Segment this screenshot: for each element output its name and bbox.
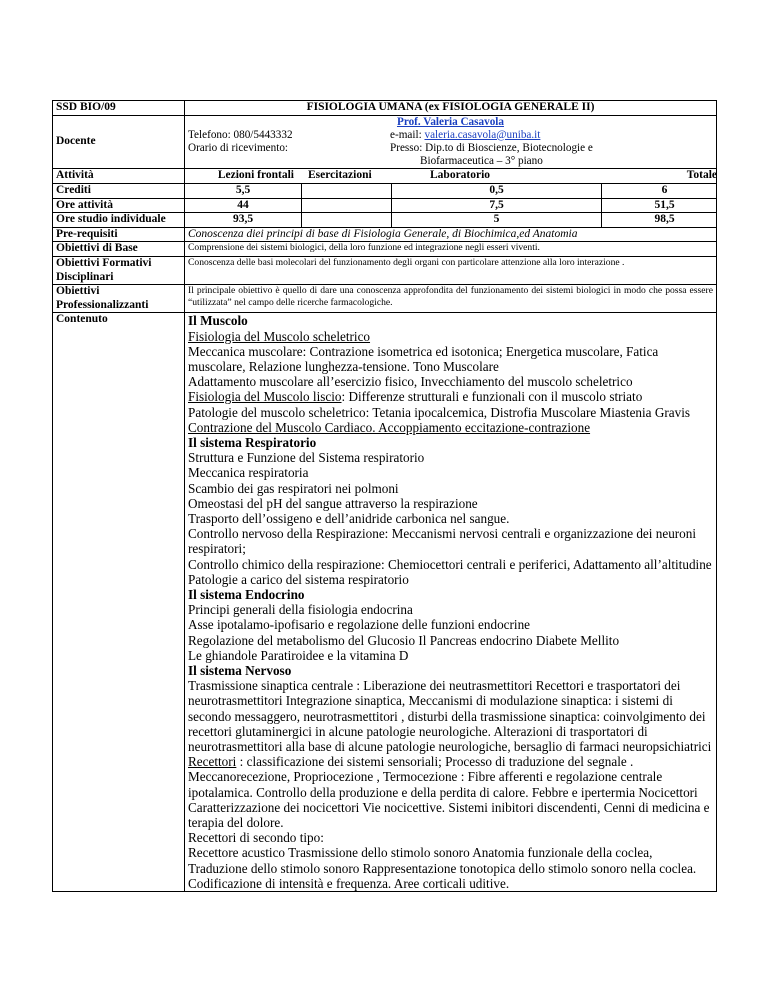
- content-line-text: Meccanica respiratoria: [188, 465, 309, 481]
- col-laboratorio: Laboratorio: [430, 169, 491, 182]
- content-line-text: Fisiologia del Muscolo liscio: [188, 389, 342, 405]
- content-line: [188, 617, 713, 632]
- professor-name-link[interactable]: Prof. Valeria Casavola: [396, 115, 504, 128]
- content-line-text: Meccanica muscolare: Contrazione isometrica ed isotonica; Energetica muscolare, Fatica muscolare, Relazione lunghezza-tensione. Tono Muscolare: [188, 343, 659, 374]
- section-heading: [188, 663, 713, 678]
- content-line-text: Fisiologia del Muscolo scheletrico: [188, 328, 371, 344]
- content-line-text: Il sistema Nervoso: [188, 663, 292, 679]
- address-line2: Biofarmaceutica – 3° piano: [420, 155, 543, 168]
- content-line-rest: : Differenze strutturali e funzionali con il muscolo striato: [341, 389, 643, 405]
- obiettivi-base-label: Obiettivi di Base: [53, 242, 185, 257]
- address-line1: Presso: Dip.to di Bioscienze, Biotecnologie e: [390, 142, 593, 154]
- content-line-text: Asse ipotalamo-ipofisario e regolazione delle funzioni endocrine: [188, 617, 531, 633]
- ore-totale: 51,5: [654, 198, 675, 211]
- obiettivi-base-text: Comprensione dei sistemi biologici, della loro funzione ed integrazione negli esseri viventi.: [185, 242, 717, 257]
- course-title: FISIOLOGIA UMANA (ex FISIOLOGIA GENERALE II): [185, 101, 717, 116]
- content-line-text: Adattamento muscolare all’esercizio fisico, Invecchiamento del muscolo scheletrico: [188, 374, 633, 390]
- obiettivi-prof-label: Obiettivi Professionalizzanti: [53, 285, 185, 313]
- content-line: [188, 374, 713, 389]
- content-line: [188, 754, 713, 830]
- content-line: [188, 845, 713, 891]
- content-line-text: Le ghiandole Paratiroidee e la vitamina D: [188, 647, 409, 663]
- activity-columns: [185, 169, 716, 183]
- ore-lezioni: 44: [185, 199, 302, 213]
- prerequisiti-text: Conoscenza diei principi di base di Fisiologia Generale, di Biochimica,ed Anatomia: [185, 227, 717, 242]
- email-link[interactable]: valeria.casavola@uniba.it: [424, 128, 541, 141]
- content-line: [188, 557, 713, 572]
- contenuto-label: Contenuto: [53, 313, 185, 892]
- content-line: [188, 481, 713, 496]
- content-line-text: Il Muscolo: [188, 313, 248, 329]
- email-label: e-mail:: [390, 128, 425, 141]
- course-table: [52, 100, 717, 892]
- col-lezioni: Lezioni frontali: [217, 169, 294, 182]
- content-line-text: Recettore acustico Trasmissione dello stimolo sonoro Anatomia funzionale della coclea, Traduzione dello stimolo sonoro Rappresentazione tonotopica dello stimolo sonoro nella coclea. Codificazione di intensità e frequenza. Aree corticali uditive.: [188, 845, 697, 891]
- content-line-text: Principi generali della fisiologia endocrina: [188, 602, 413, 618]
- content-line-text: Controllo nervoso della Respirazione: Meccanismi nervosi centrali e organizzazione dei neuroni respiratori;: [188, 526, 697, 557]
- content-line: [188, 405, 713, 420]
- crediti-totale: 6: [661, 184, 668, 196]
- studio-esercitazioni: [302, 213, 392, 227]
- prerequisiti-label: Pre-requisiti: [53, 227, 185, 242]
- content-line-text: Il sistema Endocrino: [188, 587, 305, 602]
- content-line: [188, 830, 713, 845]
- phone: Telefono: 080/5443332: [188, 128, 293, 141]
- content-line: [188, 389, 713, 404]
- obiettivi-formativi-label: Obiettivi Formativi Disciplinari: [53, 256, 185, 284]
- col-esercitazioni: Esercitazioni: [308, 169, 372, 182]
- ore-laboratorio: 7,5: [392, 199, 602, 213]
- content-line: [188, 329, 713, 344]
- content-line: [188, 344, 713, 374]
- content-line: [188, 572, 713, 587]
- ssd-label: SSD BIO/09: [53, 101, 185, 116]
- content-line-rest: : classificazione dei sistemi sensoriali; Processo di traduzione del segnale . Meccanorecezione, Propriocezione , Termocezione : Fibre afferenti e regolazione centrale ipotalamica. Controllo della produzione e della perdita di calore. Febbre e ipertermia Nocicettori Caratterizzazione dei nocicettori Vie nocicettive. Sistemi inibitori discendenti, Cenni di medicina e terapia del dolore.: [188, 754, 710, 831]
- section-heading: [188, 313, 713, 328]
- office-hours: Orario di ricevimento:: [188, 142, 289, 154]
- crediti-lezioni: 5,5: [185, 184, 302, 198]
- studio-row: [185, 213, 716, 227]
- content-line: [188, 678, 713, 754]
- content-line-text: Recettori di secondo tipo:: [188, 830, 324, 846]
- obiettivi-prof-text: Il principale obiettivo è quello di dare una conoscenza approfondita del funzionamento dei sistemi biologici in modo che possa essere “utilizzata” nel campo delle ricerche farmacologiche.: [185, 285, 717, 313]
- content-line-text: Regolazione del metabolismo del Glucosio Il Pancreas endocrino Diabete Mellito: [188, 632, 620, 648]
- contenuto-text: [185, 313, 717, 892]
- content-line: [188, 648, 713, 663]
- content-line-text: Trasporto dell’ossigeno e dell’anidride carbonica nel sangue.: [188, 510, 510, 526]
- ore-label: Ore attività: [53, 198, 185, 213]
- content-line: [188, 450, 713, 465]
- content-line-text: Patologie a carico del sistema respiratorio: [188, 571, 409, 587]
- studio-laboratorio: 5: [392, 213, 602, 227]
- content-line-text: Struttura e Funzione del Sistema respiratorio: [188, 450, 425, 466]
- ore-row: [185, 199, 716, 213]
- content-line-text: Il sistema Respiratorio: [188, 434, 317, 450]
- content-line-text: Controllo chimico della respirazione: Chemiocettori centrali e periferici, Adattamento all’altitudine: [188, 556, 712, 572]
- content-line: [188, 602, 713, 617]
- crediti-laboratorio: 0,5: [392, 184, 602, 198]
- studio-totale: 98,5: [654, 213, 675, 226]
- content-line: [188, 420, 713, 435]
- obiettivi-formativi-text: Conoscenza delle basi molecolari del funzionamento degli organi con particolare attenzione alla loro interazione .: [185, 256, 717, 284]
- docente-label: Docente: [53, 115, 185, 169]
- attivita-label: Attività: [53, 169, 185, 184]
- studio-lezioni: 93,5: [185, 213, 302, 227]
- content-line: [188, 496, 713, 511]
- section-heading: [188, 587, 713, 602]
- course-sheet: [52, 100, 717, 892]
- content-line-text: Recettori: [188, 754, 237, 770]
- studio-label: Ore studio individuale: [53, 213, 185, 228]
- content-line: [188, 511, 713, 526]
- crediti-esercitazioni: [302, 184, 392, 198]
- section-heading: [188, 435, 713, 450]
- content-line-text: Trasmissione sinaptica centrale : Liberazione dei neutrasmettitori Recettori e trasportatori dei neurotrasmettitori Integrazione sinaptica, Meccanismi di modulazione sinaptica: i sistemi di secondo messaggero, neurotrasmettitori , disturbi della trasmissione sinaptica: coinvolgimento dei recettori glutaminergici in alcune patologie neurologiche. Alterazioni di trasportatori di neurotrasmettitori alla base di alcune patologie neurologiche, bersaglio di farmaci neuropsichiatrici: [188, 678, 712, 755]
- content-line: [188, 633, 713, 648]
- content-line: [188, 526, 713, 556]
- ore-esercitazioni: [302, 199, 392, 213]
- crediti-row: [185, 184, 716, 198]
- crediti-label: Crediti: [53, 184, 185, 199]
- content-line-text: Patologie del muscolo scheletrico: Tetania ipocalcemica, Distrofia Muscolare Miastenia Gravis: [188, 404, 690, 420]
- content-line-text: Omeostasi del pH del sangue attraverso la respirazione: [188, 495, 478, 511]
- col-totale: Totale: [686, 169, 717, 182]
- content-line-text: Contrazione del Muscolo Cardiaco. Accoppiamento eccitazione-contrazione: [188, 419, 591, 435]
- content-line: [188, 465, 713, 480]
- content-line-text: Scambio dei gas respiratori nei polmoni: [188, 480, 399, 496]
- docente-info: [185, 115, 717, 169]
